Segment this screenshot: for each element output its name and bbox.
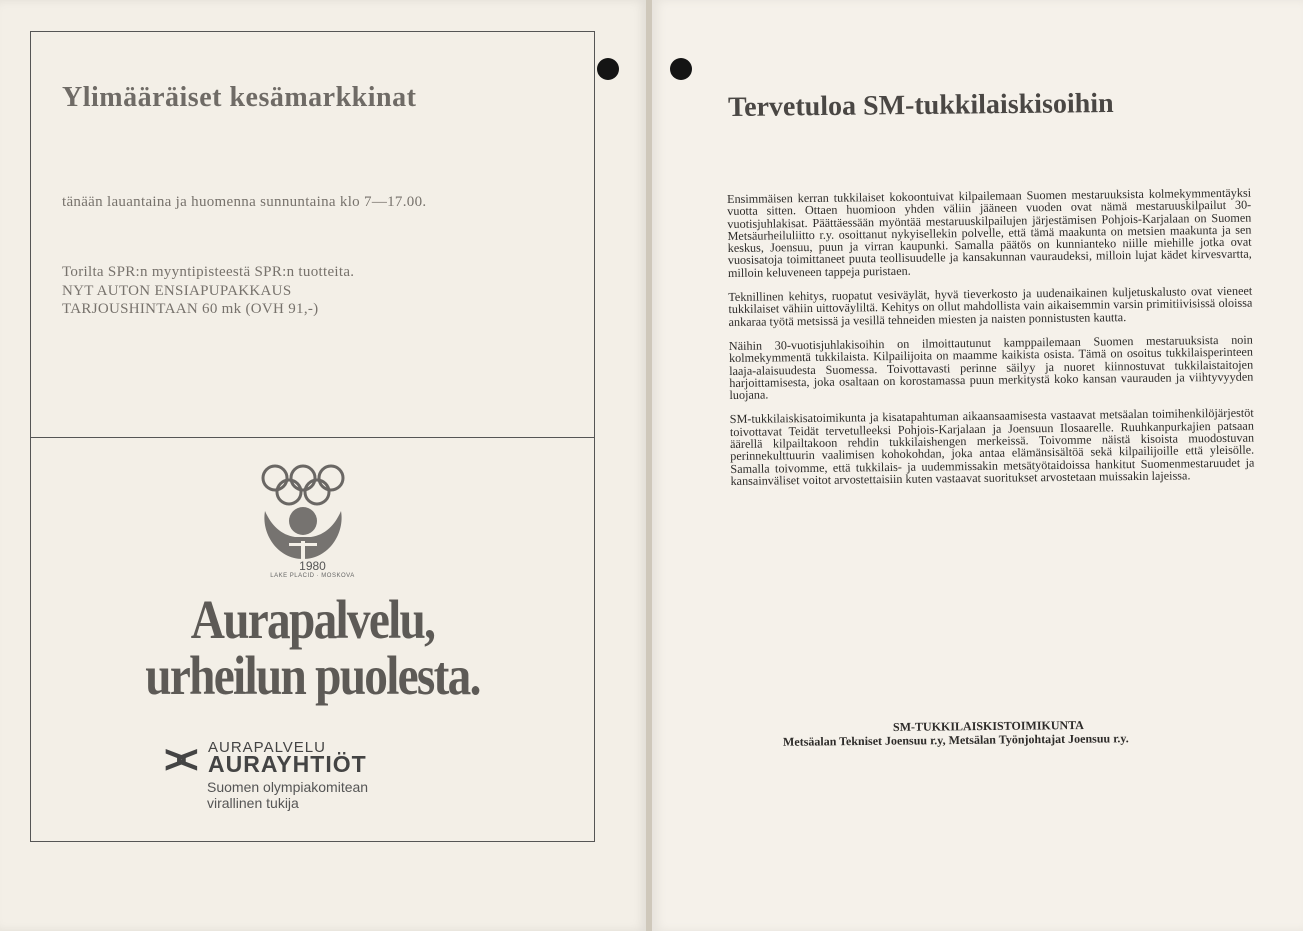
aurapalvelu-ad-box <box>30 437 595 842</box>
punch-hole <box>670 58 692 80</box>
paragraph: SM-tukkilaiskisatoimikunta ja kisatapahtuman aikaansaamisesta vastaavat metsäalan toimihenkilöjärjestöt toivottavat Teidät tervetulleeksi Pohjois-Karjalaan ja Joensuun Ilosaarelle. Ruuhkanpurkajien patsaan äärellä kilpailtakoon rehdin tukkilaishengen merkeissä. Toivomme näistä kisoista muodostuvan perinnekulttuurin vaalimisen kohokohdan, joka antaa elämänsisältöä sekä kilpailijoille että yleisölle. Samalla toivomme, että tukkilais- ja uudemmissakin metsätyötaidoissa hankitut Suomenmestaruudet ja kansainväliset voitot arvostettaisiin kuten vastaavat suoritukset arvostetaan muissakin lajeissa. <box>729 406 1255 488</box>
slogan-line: Aurapalvelu, <box>190 589 435 650</box>
signature-committee: SM-TUKKILAISKISTOIMIKUNTA <box>892 718 1085 734</box>
sponsor-note: Suomen olympiakomitean <box>207 779 369 795</box>
page-title: Tervetuloa SM-tukkilaiskisoihin <box>727 87 1114 123</box>
market-ad-dates: tänään lauantaina ja huomenna sunnuntaina klo 7—17.00. <box>62 194 427 210</box>
logo-aurapalvelu: AURAPALVELU <box>208 739 326 756</box>
emblem-place: LAKE PLACID · MOSKOVA <box>270 573 355 579</box>
welcome-text <box>727 187 1255 500</box>
market-ad-line: NYT AUTON ENSIAPUPAKKAUS <box>62 283 292 299</box>
olympic-emblem <box>259 463 349 561</box>
aurayhtiot-logo-icon: >< <box>164 738 187 782</box>
market-ad-title: Ylimääräiset kesämarkkinat <box>62 82 417 113</box>
left-page <box>0 0 648 931</box>
market-ad-line: TARJOUSHINTAAN 60 mk (OVH 91,-) <box>62 301 319 317</box>
slogan-line: urheilun puolesta. <box>145 645 480 706</box>
emblem-year: 1980 <box>299 559 326 573</box>
market-ad-line: Torilta SPR:n myyntipisteestä SPR:n tuotteita. <box>62 264 355 280</box>
sponsor-note: virallinen tukija <box>207 795 299 811</box>
paragraph: Ensimmäisen kerran tukkilaiset kokoontuivat kilpailemaan Suomen mestaruuksista kolmekymmentäyksi vuotta sitten. Ottaen huomioon yhden väliin jääneen vuoden ovat nämä mestaruuskilpailut 30-vuotisjuhlakisat. Päättäessään myöntää mestaruuskilpailujen järjestämisen Pohjois-Karjalaan on Suomen Metsäurheiluliitto r.y. osoittanut nykyisellekin polvelle, että tämä maakunta on metsien maakunta ja sen keskus, Joensuu, puun ja virran kaupunki. Samalla päätös on kunnianteko niille miehille jotka ovat vuosisatoja toimittaneet puuta teollisuudelle ja kansakunnan vauraudeksi, milloin lujat kädet kirvesvartta, milloin keluveneen tappeja puristaen. <box>726 185 1252 280</box>
signature-organizations: Metsäalan Tekniset Joensuu r.y, Metsälan Työnjohtajat Joensuu r.y. <box>782 731 1129 749</box>
punch-hole <box>597 58 619 80</box>
logo-aurayhtiot: AURAYHTIÖT <box>208 751 367 777</box>
paragraph: Teknillinen kehitys, ruopatut vesiväylät, hyvä tieverkosto ja uudenaikainen kuljetuskalusto ovat vieneet tukkilaiset vähiin uittoväyliltä. Kehitys on ollut mahdollista vain aikaisemmin varsin primitiivisissä oloissa ankaraa työtä metsissä ja vesillä tehneiden miesten ja naisten ponnistusten kautta. <box>728 283 1253 329</box>
paragraph: Näihin 30-vuotisjuhlakisoihin on ilmoittautunut kamppailemaan Suomen mestaruuksista noin kolmekymmentä tukkilaista. Kilpailijoita on maamme kaikista osista. Tämä on osoitus tukkilaisperinteen laaja-alaisuudesta Suomessa. Toivottavasti perinne säilyy ja nuoret kiinnostuvat tukkilaistaitojen harjoittamisesta, joka osaltaan on korostamassa puun merkitystä koko kansan vaurauden ja viihtyvyyden luojana. <box>728 332 1254 403</box>
